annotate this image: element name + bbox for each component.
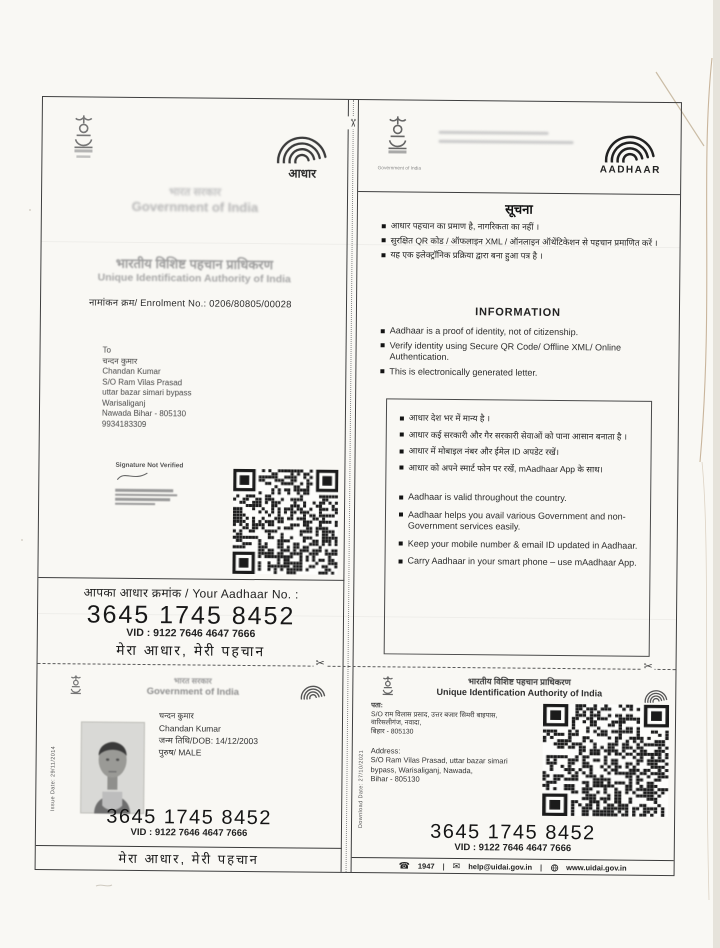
bullet-square-icon bbox=[399, 465, 403, 469]
bullet-square-icon bbox=[381, 343, 385, 347]
card-front-tagline: मेरा आधार, मेरी पहचान bbox=[118, 850, 259, 868]
govt-of-india-small-label: Government of India bbox=[377, 166, 422, 172]
digital-signature-stamp bbox=[115, 462, 185, 506]
bullet-square-icon bbox=[380, 369, 384, 373]
signature-detail-line bbox=[115, 498, 170, 501]
card-dob: जन्म तिथि/DOB: 14/12/2003 bbox=[158, 735, 259, 747]
card-back-authority-english: Unique Identification Authority of India bbox=[436, 686, 603, 699]
address-hindi-line: वारिसलीगंज, नवादा, bbox=[370, 719, 422, 727]
address-line: 9934183309 bbox=[101, 419, 147, 429]
box-hindi-bullets bbox=[399, 412, 640, 475]
aadhaar-number-block bbox=[38, 583, 345, 662]
authority-english-label: Unique Identification Authority of India bbox=[97, 271, 291, 286]
india-emblem-icon bbox=[68, 113, 98, 163]
card-front-number-block bbox=[36, 805, 342, 840]
fingerprint-icon bbox=[643, 683, 669, 703]
phone-icon: ☎ bbox=[398, 860, 410, 871]
box-english-bullets bbox=[398, 491, 639, 569]
signature-detail-line bbox=[115, 493, 177, 496]
aadhaar-logo-hindi-text: आधार bbox=[288, 166, 317, 181]
card-name-hindi: चन्दन कुमार bbox=[159, 711, 194, 721]
footer-separator: | bbox=[442, 861, 445, 871]
address-line: चन्दन कुमार bbox=[102, 356, 138, 366]
aadhaar-logo-hindi bbox=[268, 121, 337, 182]
helpline-number: 1947 bbox=[417, 861, 435, 871]
address-line: S/O Ram Vilas Prasad bbox=[102, 377, 183, 387]
notice-item: सुरक्षित QR कोड / ऑफलाइन XML / ऑनलाइन ऑथेंटिकेशन से पहचान प्रमाणित करें । bbox=[390, 234, 658, 248]
tip-item: आधार देश भर में मान्य है । bbox=[408, 412, 491, 424]
card-back-number-block bbox=[352, 820, 674, 855]
tip-item: Carry Aadhaar in your smart phone – use mAadhaar App. bbox=[407, 555, 637, 568]
bullet-square-icon bbox=[399, 559, 403, 563]
tip-item: Keep your mobile number & email ID updated in Aadhaar. bbox=[407, 538, 638, 551]
address-line: Warisaliganj bbox=[102, 398, 146, 408]
qr-code bbox=[542, 704, 669, 817]
tip-item: आधार कई सरकारी और गैर सरकारी सेवाओं को पाना आसान बनाता है । bbox=[408, 429, 628, 442]
notice-item: Aadhaar is a proof of identity, not of citizenship. bbox=[389, 325, 579, 338]
card-name: Chandan Kumar bbox=[158, 723, 221, 734]
bullet-square-icon bbox=[400, 432, 404, 436]
fingerprint-icon bbox=[272, 121, 332, 164]
globe-icon bbox=[550, 863, 558, 871]
card-aadhaar-number: 3645 1745 8452 bbox=[106, 805, 272, 830]
card-back-authority-hindi: भारतीय विशिष्ट पहचान प्राधिकरण bbox=[467, 676, 571, 688]
card-gender: पुरुष/ MALE bbox=[158, 747, 202, 758]
govt-english-label: Government of India bbox=[131, 198, 259, 216]
address-line: Nawada Bihar - 805130 bbox=[101, 408, 187, 419]
english-notice-bullets bbox=[380, 325, 672, 380]
fingerprint-icon bbox=[601, 120, 659, 163]
aadhaar-tips-box bbox=[384, 398, 652, 657]
card-back-address-hindi bbox=[371, 702, 539, 738]
card-front-header bbox=[95, 675, 290, 699]
signature-not-verified-text: Signature Not Verified bbox=[115, 461, 184, 470]
bullet-square-icon bbox=[382, 238, 386, 242]
address-hindi-line: बिहार - 805130 bbox=[370, 727, 414, 736]
address-line: Bihar - 805130 bbox=[370, 774, 420, 784]
tip-item: आधार को अपने स्मार्ट फोन पर रखें, mAadhaar App के साथ। bbox=[408, 462, 603, 474]
card-front-details bbox=[159, 710, 259, 759]
signature-detail-line bbox=[115, 489, 173, 492]
notice-item: Verify identity using Secure QR Code/ Offline XML/ Online Authentication. bbox=[389, 339, 622, 362]
card-vid: VID : 9122 7646 4647 7666 bbox=[454, 841, 572, 855]
card-back-address-english bbox=[370, 746, 538, 785]
address-line: S/O Ram Vilas Prasad, uttar bazar simari bbox=[370, 755, 508, 766]
notice-item: This is electronically generated letter. bbox=[389, 365, 538, 378]
aadhaar-tagline: मेरा आधार, मेरी पहचान bbox=[116, 641, 266, 660]
address-line: uttar bazar simari bypass bbox=[102, 387, 192, 398]
govt-hindi-label: भारत सरकार bbox=[168, 186, 222, 199]
notice-item: यह एक इलेक्ट्रॉनिक प्रक्रिया द्वारा बना हुआ पत्र है । bbox=[390, 249, 543, 261]
scissors-icon: ✂ bbox=[643, 660, 653, 673]
enrolment-number: नामांकन क्रम/ Enrolment No.: 0206/80805/00028 bbox=[88, 297, 292, 311]
portrait-photo bbox=[80, 721, 145, 814]
aadhaar-number: 3645 1745 8452 bbox=[86, 600, 296, 631]
download-date-vertical: Download Date: 27/10/2021 bbox=[357, 749, 365, 829]
card-front-govt-hindi: भारत सरकार bbox=[173, 676, 212, 686]
card-back-header bbox=[399, 675, 639, 698]
recipient-address-block bbox=[102, 346, 192, 431]
hindi-notice-bullets bbox=[381, 220, 671, 263]
vid-number: VID : 9122 7646 4647 7666 bbox=[126, 626, 256, 641]
address-hindi-line: S/O राम विलास प्रसाद, उत्तर बजार सिमरी बाइपास, bbox=[371, 710, 498, 719]
bullet-square-icon bbox=[400, 449, 404, 453]
right-header-separator bbox=[358, 191, 680, 195]
qr-code bbox=[232, 469, 338, 575]
authority-hindi-label: भारतीय विशिष्ट पहचान प्राधिकरण bbox=[115, 255, 274, 273]
aadhaar-letter-sheet bbox=[35, 96, 682, 876]
signature-detail-line bbox=[115, 502, 155, 505]
signature-swoosh-icon bbox=[115, 470, 149, 482]
help-email: help@uidai.gov.in bbox=[468, 862, 533, 872]
bullet-square-icon bbox=[399, 541, 403, 545]
bullet-square-icon bbox=[381, 253, 385, 257]
india-emblem-icon bbox=[379, 674, 396, 704]
bullet-square-icon bbox=[399, 495, 403, 499]
fingerprint-icon bbox=[299, 677, 327, 699]
notice-item: आधार पहचान का प्रमाण है, नागरिकता का नहीं । bbox=[390, 220, 540, 232]
information-title: INFORMATION bbox=[475, 306, 561, 319]
issue-date-vertical: Issue Date: 29/11/2014 bbox=[50, 745, 57, 812]
aadhaar-number-label: आपका आधार क्रमांक / Your Aadhaar No. : bbox=[83, 585, 299, 602]
header-smudge bbox=[439, 131, 579, 144]
bullet-square-icon bbox=[381, 329, 385, 333]
suchna-title: सूचना bbox=[505, 201, 533, 217]
scissors-icon: ✂ bbox=[315, 657, 325, 670]
card-back-contact-footer bbox=[352, 860, 674, 874]
card-vid: VID : 9122 7646 4647 7666 bbox=[130, 826, 248, 840]
govt-header-faded bbox=[42, 183, 348, 216]
tip-item: Aadhaar helps you avail various Government and non-Government services easily. bbox=[407, 509, 626, 532]
india-emblem-icon bbox=[382, 114, 412, 164]
bullet-square-icon bbox=[400, 416, 404, 420]
authority-header-faded bbox=[41, 253, 347, 286]
address-line: To bbox=[102, 345, 112, 355]
envelope-icon: ✉ bbox=[452, 860, 461, 872]
tip-item: Aadhaar is valid throughout the country. bbox=[408, 491, 567, 504]
card-aadhaar-number: 3645 1745 8452 bbox=[430, 820, 596, 845]
bullet-square-icon bbox=[399, 512, 403, 516]
smudge-line bbox=[439, 140, 574, 144]
address-hindi-label: पता: bbox=[371, 702, 383, 710]
address-line: Chandan Kumar bbox=[102, 366, 161, 377]
address-line: bypass, Warisaliganj, Nawada, bbox=[370, 764, 473, 775]
footer-separator: | bbox=[540, 862, 543, 872]
smudge-line bbox=[439, 131, 549, 135]
aadhaar-logo-english-text: AADHAAR bbox=[599, 164, 661, 176]
aadhaar-number-separator bbox=[38, 577, 344, 581]
scissors-icon: ✂ bbox=[346, 118, 359, 128]
card-front-govt-english: Government of India bbox=[146, 686, 240, 698]
bullet-square-icon bbox=[382, 224, 386, 228]
horizontal-cut-line bbox=[38, 660, 676, 673]
aadhaar-logo-english bbox=[590, 120, 671, 176]
address-label: Address: bbox=[370, 746, 401, 756]
tip-item: आधार में मोबाइल नंबर और ईमेल ID अपडेट रखें। bbox=[408, 445, 560, 457]
india-emblem-icon bbox=[67, 673, 84, 703]
website-url: www.uidai.gov.in bbox=[566, 863, 627, 873]
